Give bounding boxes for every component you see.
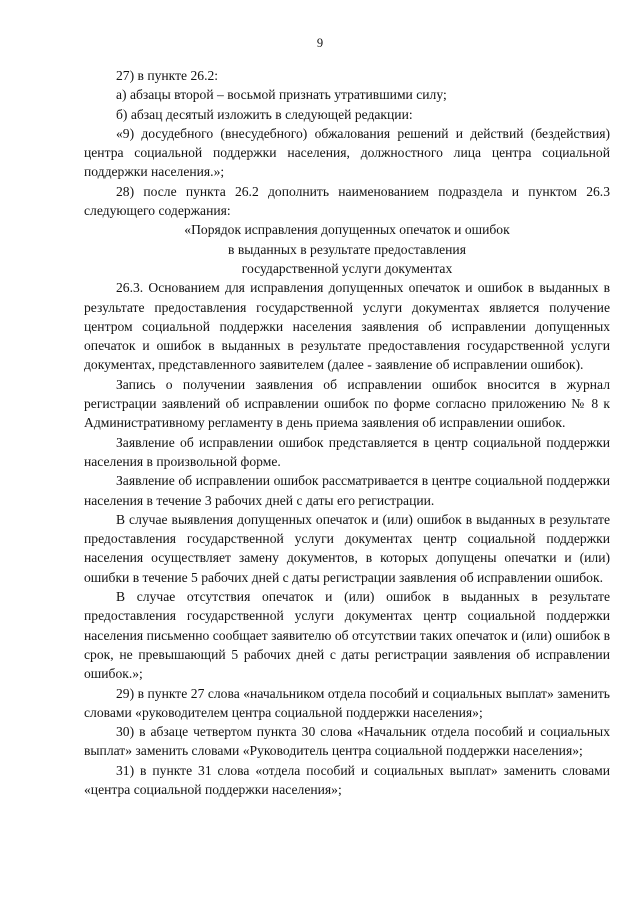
- paragraph-no-errors: В случае отсутствия опечаток и (или) ошибок в выданных в результате предоставления государственной услуги документах центр социальной поддержки населения письменно сообщает заявителю об отсутствии таких опечаток и (или) ошибок в срок, не превышающий 5 рабочих дней с даты регистрации заявления об исправлении ошибок.»;: [84, 589, 610, 682]
- paragraph-journal-record: Запись о получении заявления об исправлении ошибок вносится в журнал регистрации заявлений об исправлении ошибок по форме согласно приложению № 8 к Административному регламенту в день приема заявления об исправлении ошибок.: [84, 376, 610, 431]
- subsection-heading-line-3: государственной услуги документах: [241, 260, 453, 276]
- paragraph-free-form: Заявление об исправлении ошибок представляется в центр социальной поддержки населения в произвольной форме.: [84, 434, 610, 469]
- paragraph-subitem-a: а) абзацы второй – восьмой признать утратившими силу;: [116, 87, 447, 103]
- paragraph-item-26-3: 26.3. Основанием для исправления допущенных опечаток и ошибок в выданных в результате предоставления государственной услуги документах является получение центром социальной поддержки населения заявления об исправлении допущенных опечаток и ошибок в выданных в результате предоставления государственной услуги документах, представленного заявителем (далее - заявление об исправлении ошибок).: [84, 280, 610, 373]
- paragraph-item-29: 29) в пункте 27 слова «начальником отдела пособий и социальных выплат» заменить словами «руководителем центра социальной поддержки населения»;: [84, 685, 610, 720]
- paragraph-review-period: Заявление об исправлении ошибок рассматривается в центре социальной поддержки населения в течение 3 рабочих дней с даты его регистрации.: [84, 473, 610, 508]
- paragraph-item-28: 28) после пункта 26.2 дополнить наименованием подраздела и пунктом 26.3 следующего содержания:: [84, 183, 610, 219]
- document-body: [84, 66, 610, 799]
- page-number: 9: [316, 36, 324, 50]
- subsection-heading-line-2: в выданных в результате предоставления: [228, 241, 466, 257]
- paragraph-item-27: 27) в пункте 26.2:: [116, 68, 219, 83]
- paragraph-errors-found: В случае выявления допущенных опечаток и (или) ошибок в выданных в результате предоставления государственной услуги документах центр социальной поддержки населения осуществляет замену документов, в которых допущены опечатки и (или) ошибки в течение 5 рабочих дней с даты регистрации заявления об исправлении ошибок.: [84, 511, 610, 585]
- paragraph-subitem-b: б) абзац десятый изложить в следующей редакции:: [116, 106, 413, 122]
- subsection-heading-line-1: «Порядок исправления допущенных опечаток и ошибок: [184, 222, 510, 238]
- paragraph-item-31: 31) в пункте 31 слова «отдела пособий и социальных выплат» заменить словами «центра социальной поддержки населения»;: [84, 762, 610, 797]
- quoted-paragraph-9: «9) досудебного (внесудебного) обжалования решений и действий (бездействия) центра социальной поддержки населения, должностного лица центра социальной поддержки населения.»;: [84, 125, 610, 180]
- paragraph-item-30: 30) в абзаце четвертом пункта 30 слова «Начальник отдела пособий и социальных выплат» заменить словами «Руководитель центра социальной поддержки населения»;: [84, 724, 610, 759]
